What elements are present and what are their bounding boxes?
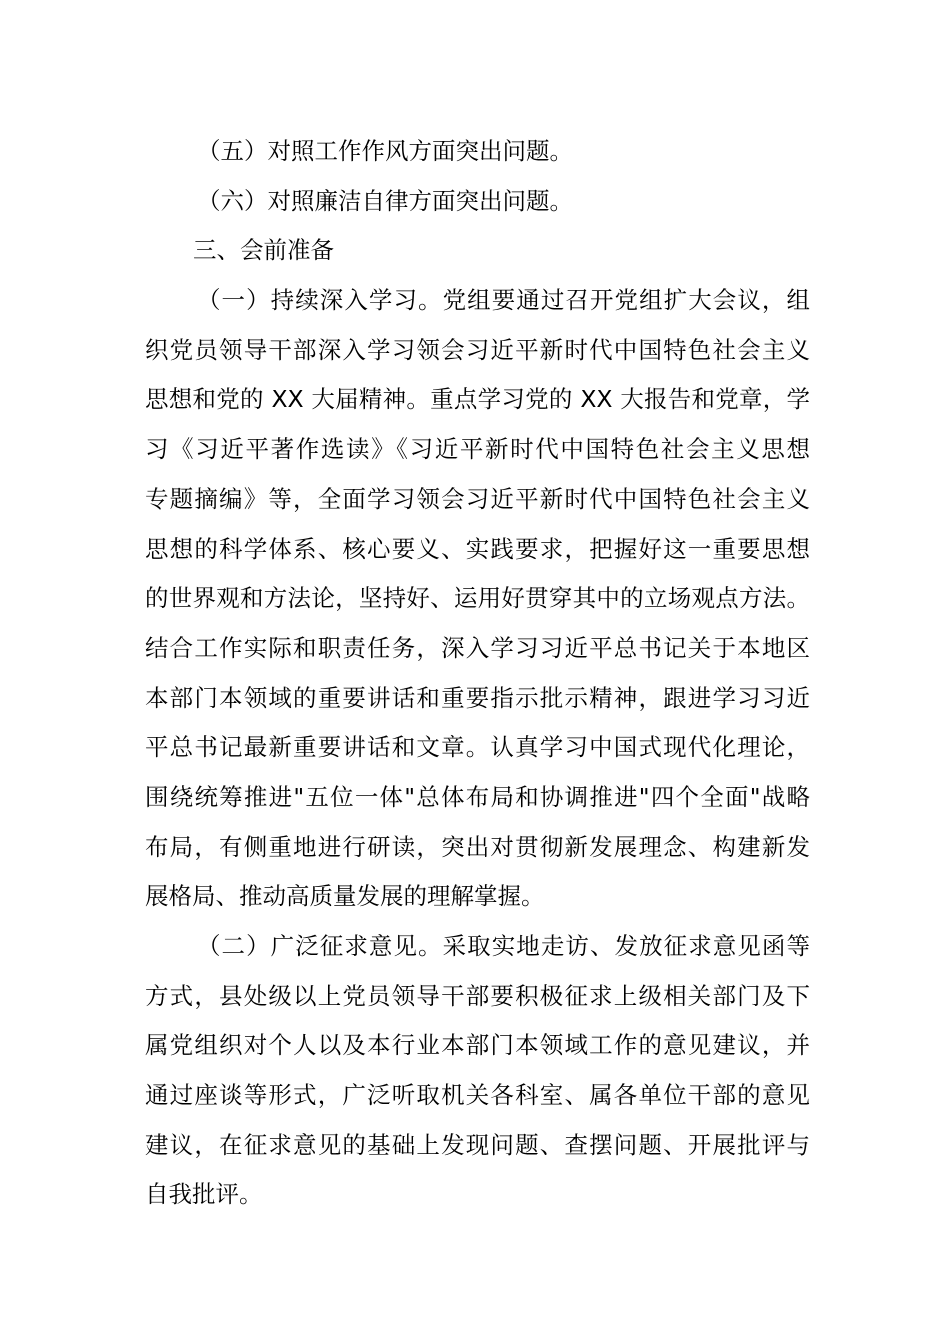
paragraph-line: 自我批评。 [145, 1180, 263, 1209]
paragraph-line: 思想的科学体系、核心要义、实践要求，把握好这一重要思想 [145, 534, 810, 563]
section-heading: 三、会前准备 [193, 236, 334, 265]
paragraph-line: 本部门本领域的重要讲话和重要指示批示精神，跟进学习习近 [145, 683, 810, 712]
document-page [145, 127, 810, 1220]
paragraph-line: 属党组织对个人以及本行业本部门本领域工作的意见建议，并 [145, 1031, 810, 1060]
paragraph-feedback [145, 922, 810, 1220]
item-six: （六）对照廉洁自律方面突出问题。 [197, 186, 573, 215]
paragraph-line: 方式，县处级以上党员领导干部要积极征求上级相关部门及下 [145, 981, 810, 1010]
paragraph-line: 思想和党的 XX 大届精神。重点学习党的 XX 大报告和党章，学 [145, 385, 810, 414]
paragraph-line: 布局，有侧重地进行研读，突出对贯彻新发展理念、构建新发 [145, 832, 810, 861]
paragraph-line: 织党员领导干部深入学习领会习近平新时代中国特色社会主义 [145, 335, 810, 364]
paragraph-line: 围绕统筹推进"五位一体"总体布局和协调推进"四个全面"战略 [145, 782, 810, 811]
paragraph-line: 的世界观和方法论，坚持好、运用好贯穿其中的立场观点方法。 [145, 584, 810, 613]
paragraph-line: （一）持续深入学习。党组要通过召开党组扩大会议，组 [197, 286, 810, 315]
paragraph-line: 平总书记最新重要讲话和文章。认真学习中国式现代化理论， [145, 733, 810, 762]
paragraph-line: 展格局、推动高质量发展的理解掌握。 [145, 882, 545, 911]
paragraph-line: 结合工作实际和职责任务，深入学习习近平总书记关于本地区 [145, 633, 810, 662]
paragraph-line: 通过座谈等形式，广泛听取机关各科室、属各单位干部的意见 [145, 1081, 810, 1110]
paragraph-line: （二）广泛征求意见。采取实地走访、发放征求意见函等 [197, 932, 810, 960]
paragraph-line: 习《习近平著作选读》《习近平新时代中国特色社会主义思想 [145, 435, 810, 464]
item-five: （五）对照工作作风方面突出问题。 [197, 137, 573, 165]
paragraph-study [145, 276, 810, 922]
paragraph-line: 建议，在征求意见的基础上发现问题、查摆问题、开展批评与 [145, 1130, 810, 1159]
paragraph-line: 专题摘编》等，全面学习领会习近平新时代中国特色社会主义 [145, 484, 810, 513]
